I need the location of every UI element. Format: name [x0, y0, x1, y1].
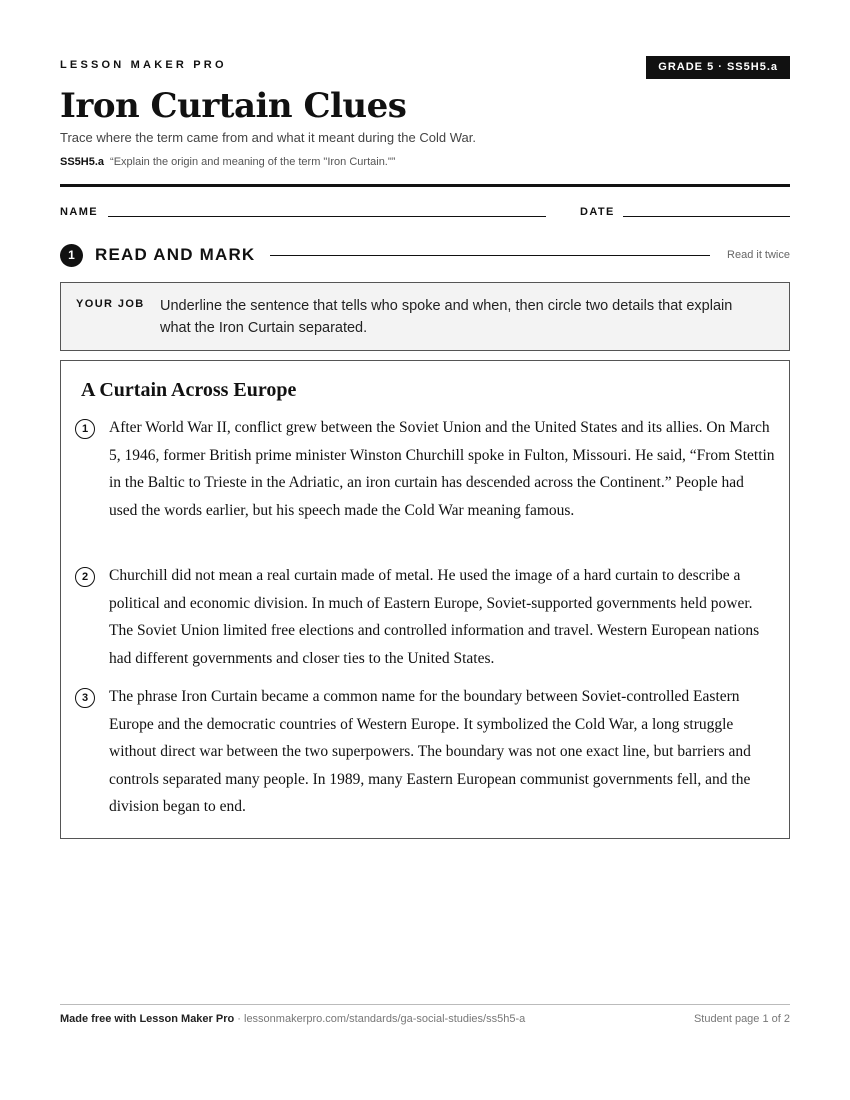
paragraph-number-badge: 3: [75, 688, 95, 708]
student-fields: [60, 204, 790, 220]
paragraph-number-badge: 1: [75, 419, 95, 439]
grade-badge: GRADE 5 · SS5H5.a: [646, 56, 790, 79]
footer-divider: [60, 1004, 790, 1005]
reading-passage: [60, 360, 790, 839]
section-divider: [270, 255, 710, 256]
footer-brand: Made free with Lesson Maker Pro: [60, 1013, 235, 1025]
footer-url[interactable]: · lessonmakerpro.com/standards/ga-social-studies/ss5h5-a: [234, 1013, 526, 1025]
standard-code: SS5H5.a: [60, 156, 105, 168]
paragraph-text: After World War II, conflict grew between the Soviet Union and the United States and its allies. On March 5, 1946, former British prime minister Winston Churchill spoke in Fulton, Missouri. He said, “From Stettin in the Baltic to Trieste in the Adriatic, an iron curtain has descended across the Continent.” People had used the words earlier, but his speech made the Cold War meaning famous.: [109, 419, 775, 519]
header-divider: [60, 184, 790, 187]
task-box: [60, 282, 790, 351]
passage-title: A Curtain Across Europe: [81, 379, 297, 401]
paragraph-text: Churchill did not mean a real curtain made of metal. He used the image of a hard curtain to describe a political and economic division. In much of Eastern Europe, Soviet-supported governments held power. The Soviet Union limited free elections and controlled information and travel. Western European nations had different governments and closer ties to the United States.: [109, 567, 760, 667]
name-field[interactable]: [108, 216, 546, 217]
page-number: Student page 1 of 2: [693, 1013, 790, 1025]
top-bar: [60, 56, 790, 80]
worksheet-page: [60, 0, 790, 1100]
page-title: Iron Curtain Clues: [60, 86, 407, 126]
date-field[interactable]: [623, 216, 790, 217]
task-text: Underline the sentence that tells who spoke and when, then circle two details that explain what the Iron Curtain separated.: [160, 298, 733, 336]
section-header: [60, 243, 790, 267]
task-label: YOUR JOB: [76, 298, 145, 310]
section-title: READ AND MARK: [95, 245, 256, 264]
footer-credit: [60, 1013, 525, 1025]
paragraph-text: The phrase Iron Curtain became a common name for the boundary between Soviet-controlled Eastern Europe and the democratic countries of Western Europe. It symbolized the Cold War, a long struggle without direct war between the two superpowers. The boundary was not one exact line, but barriers and controls separated many people. In 1989, many Eastern European communist governments fell, and the division began to end.: [109, 688, 751, 815]
paragraph-number-badge: 2: [75, 567, 95, 587]
name-label: NAME: [60, 206, 98, 218]
section-number-badge: 1: [60, 244, 83, 267]
date-label: DATE: [580, 206, 615, 218]
standard-line: [60, 156, 395, 168]
page-subtitle: Trace where the term came from and what it meant during the Cold War.: [60, 130, 476, 145]
section-hint: Read it twice: [727, 249, 790, 261]
standard-text: “Explain the origin and meaning of the term "Iron Curtain."”: [110, 156, 396, 168]
brand-name: LESSON MAKER PRO: [60, 59, 227, 71]
